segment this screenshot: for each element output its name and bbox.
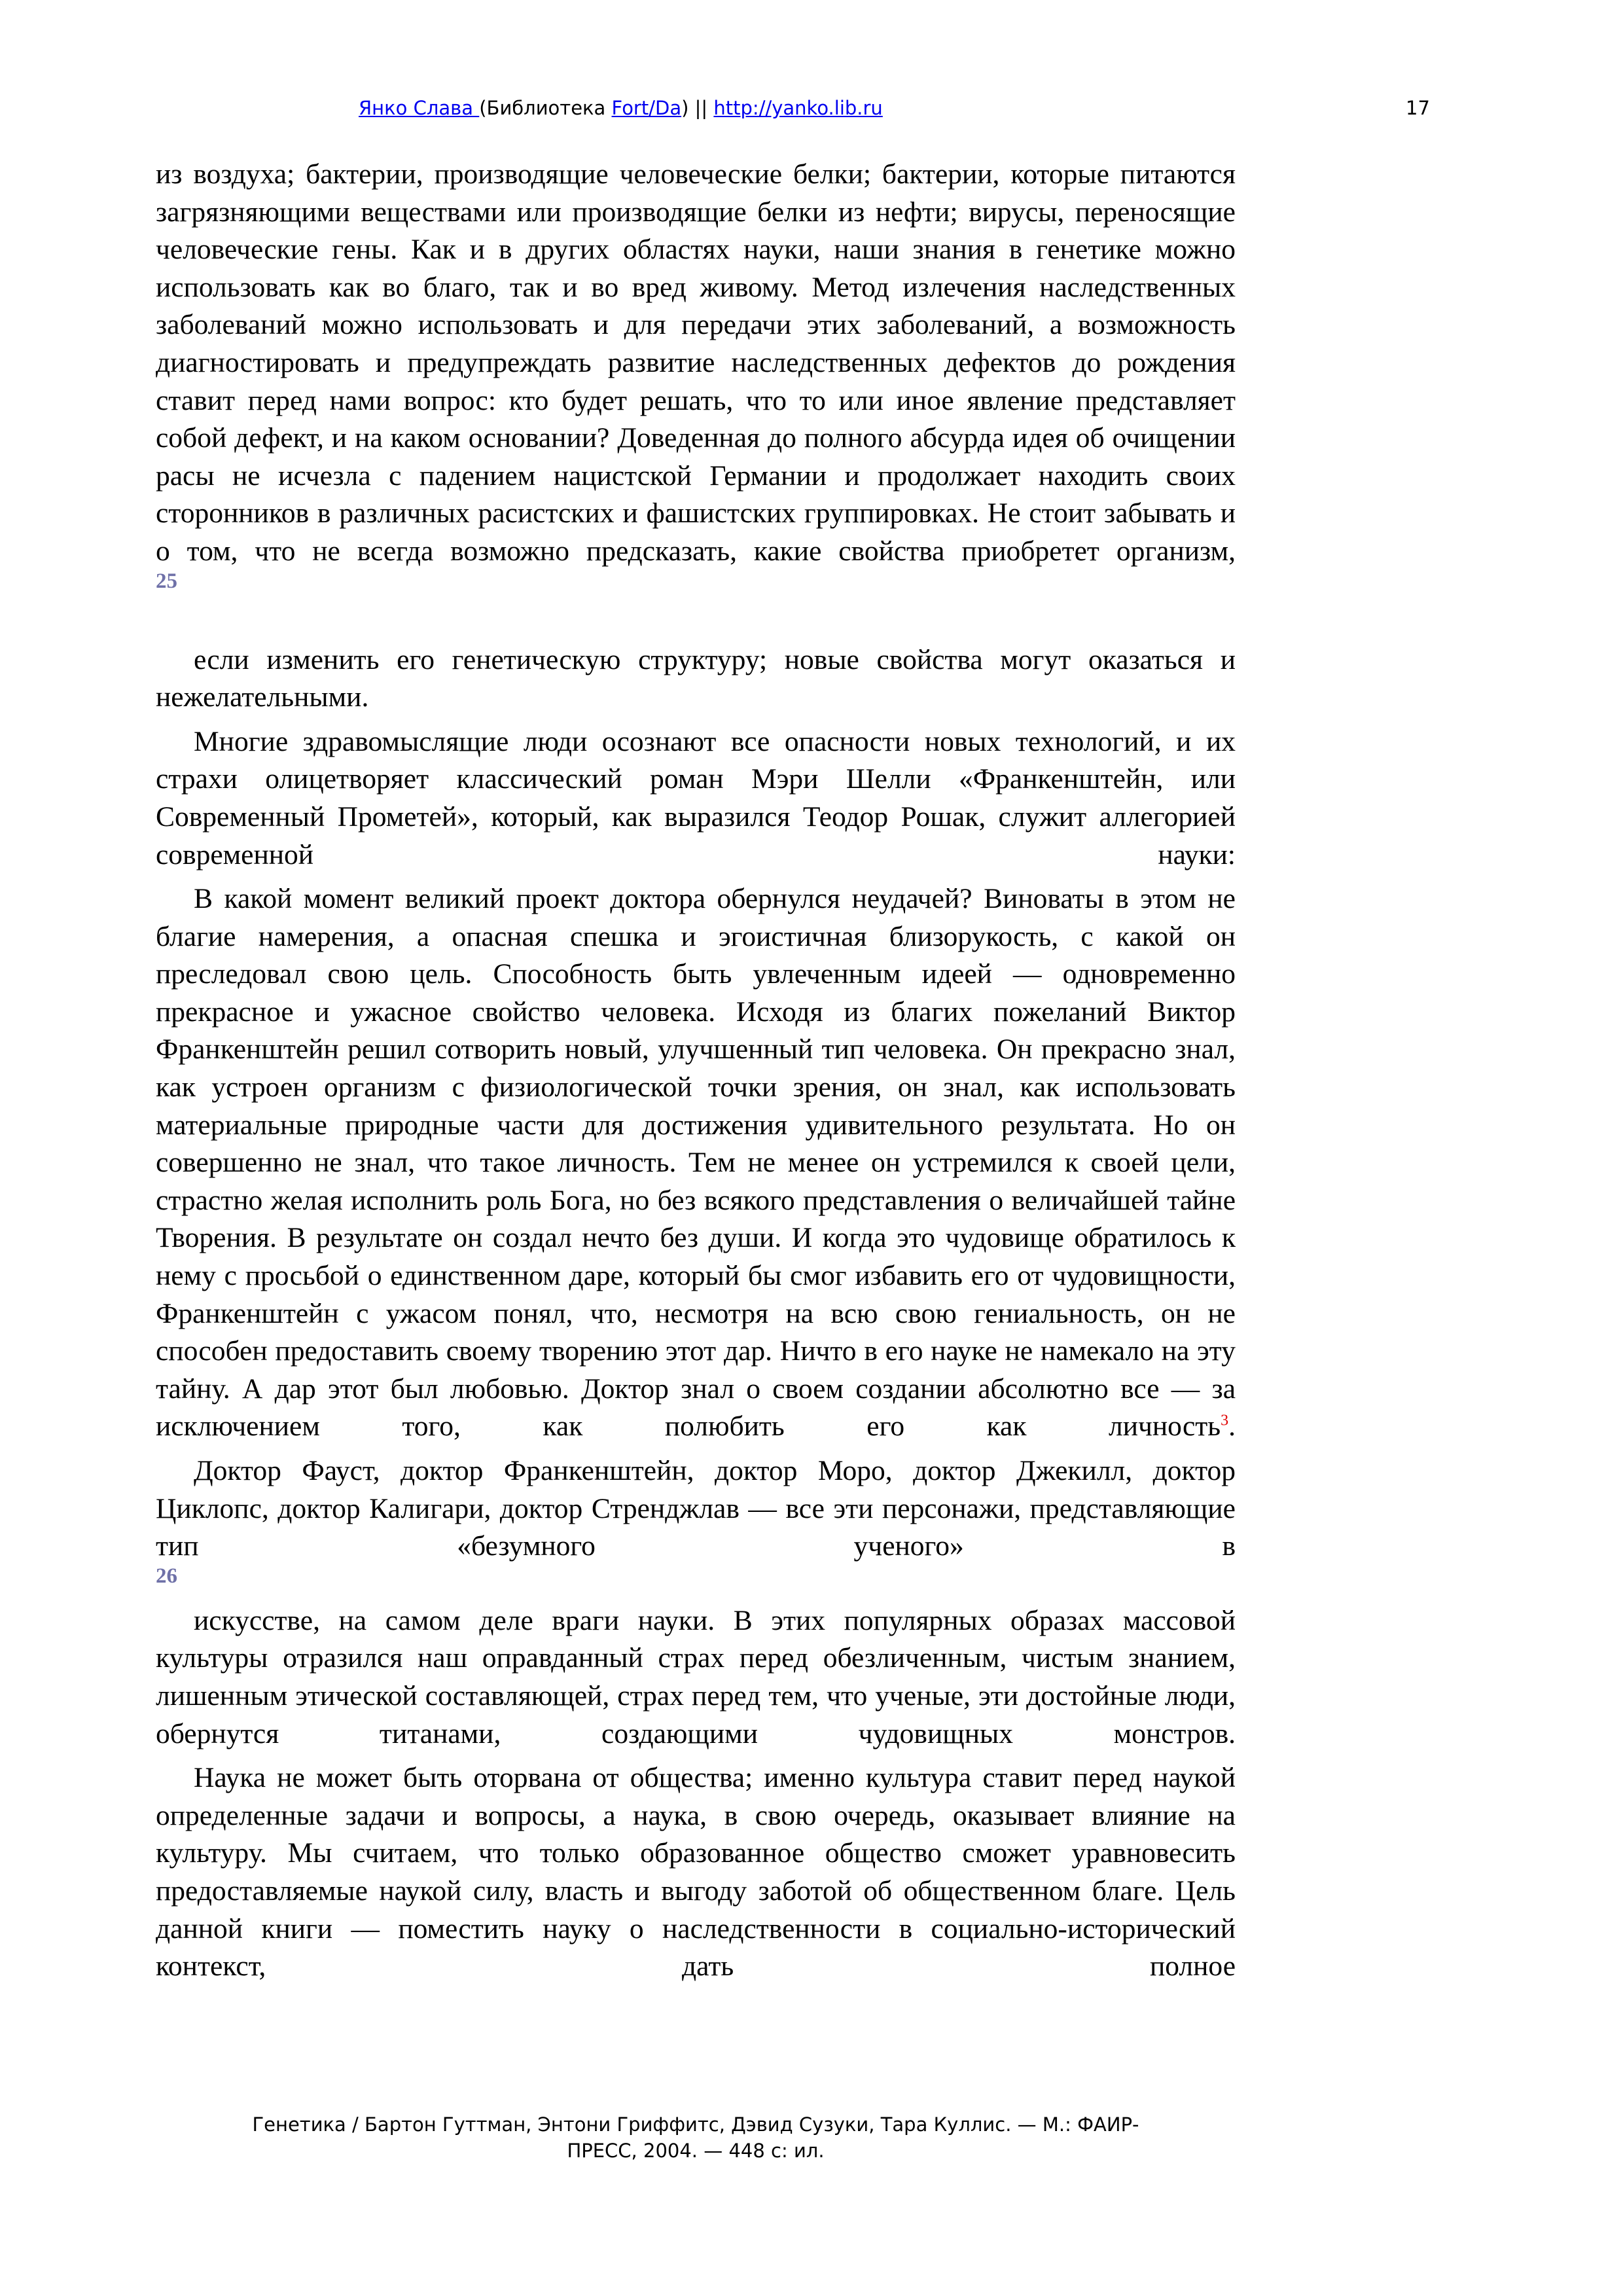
- paragraph-4-quote: [156, 880, 1236, 1446]
- library-prefix: (Библиотека: [479, 97, 612, 119]
- document-body: [156, 156, 1236, 1986]
- paragraph-3: Многие здравомыслящие люди осознают все опасности новых технологий, и их страхи олицетворяет классический роман Мэри Шелли «Франкенштейн, или Современный Прометей», который, как выразился Теодор Рошак, служит аллегорией современной науки:: [156, 725, 1236, 870]
- paragraph-5: Доктор Фауст, доктор Франкенштейн, доктор Моро, доктор Джекилл, доктор Циклопс, доктор Калигари, доктор Стренджлав — все эти персонажи, представляющие тип «безумного ученого» в: [156, 1455, 1236, 1562]
- library-link[interactable]: Fort/Da: [611, 97, 682, 119]
- page-header: [0, 97, 1623, 130]
- header-line: [359, 97, 883, 119]
- paragraph-7: Наука не может быть оторвана от общества; именно культура ставит перед наукой определенные задачи и вопросы, а наука, в свою очередь, оказывает влияние на культуру. Мы считаем, что только образованное общество сможет уравновесить предоставляемые наукой силу, власть и выгоду заботой об общественном благе. Цель данной книги — поместить науку о наследственности в социально-исторический контекст, дать полное: [156, 1762, 1236, 1982]
- author-link[interactable]: Янко Слава: [359, 97, 480, 119]
- paragraph-1: из воздуха; бактерии, производящие человеческие белки; бактерии, которые питаются загрязняющими веществами или производящие белки из нефти; вирусы, переносящие человеческие гены. Как и в других областях науки, наши знания в генетике можно использовать как во благо, так и во вред живому. Метод излечения наследственных заболеваний можно использовать и для передачи этих заболеваний, а возможность диагностировать и предупреждать развитие наследственных дефектов до рождения ставит перед нами вопрос: кто будет решать, что то или иное явление представляет собой дефект, и на каком основании? Доведенная до полного абсурда идея об очищении расы не исчезла с падением нацистской Германии и продолжает находить своих сторонников в различных расистских и фашистских группировках. Не стоит забывать и о том, что не всегда возможно предсказать, какие свойства приобретет организм,: [156, 158, 1236, 567]
- footnote-ref-3[interactable]: 3: [1221, 1412, 1229, 1429]
- paragraph-2: если изменить его генетическую структуру; новые свойства могут оказаться и нежелательными.: [156, 643, 1236, 713]
- page-marker-25: 25: [156, 569, 177, 593]
- page-marker-26: 26: [156, 1564, 177, 1588]
- quote-end: .: [1228, 1410, 1236, 1443]
- footer-line-2: ПРЕСС, 2004. — 448 с: ил.: [567, 2140, 825, 2162]
- paragraph-6: искусстве, на самом деле враги науки. В этих популярных образах массовой культуры отразился наш оправданный страх перед обезличенным, чистым знанием, лишенным этической составляющей, страх перед тем, что ученые, эти достойные люди, обернутся титанами, создающими чудовищных монстров.: [156, 1604, 1236, 1749]
- site-link[interactable]: http://yanko.lib.ru: [713, 97, 883, 119]
- quote-text: В какой момент великий проект доктора обернулся неудачей? Виноваты в этом не благие намерения, а опасная спешка и эгоистичная близорукость, с какой он преследовал свою цель. Способность быть увлеченным идеей — одновременно прекрасное и ужасное свойство человека. Исходя из благих пожеланий Виктор Франкенштейн решил сотворить новый, улучшенный тип человека. Он прекрасно знал, как устроен организм с физиологической точки зрения, он знал, как использовать материальные природные части для достижения удивительного результата. Но он совершенно не знал, что такое личность. Тем не менее он устремился к своей цели, страстно желая исполнить роль Бога, но без всякого представления о величайшей тайне Творения. В результате он создал нечто без души. И когда это чудовище обратилось к нему с просьбой о единственном даре, который бы смог избавить его от чудовищности, Франкенштейн с ужасом понял, что, несмотря на всю свою гениальность, он не способен предоставить своему творению этот дар. Ничто в его науке не намекало на эту тайну. А дар этот был любовью. Доктор знал о своем создании абсолютно все — за исключением того, как полюбить его как личность: [156, 883, 1236, 1443]
- footer-line-1: Генетика / Бартон Гуттман, Энтони Гриффитс, Дэвид Сузуки, Тара Куллис. — М.: ФАИР-: [252, 2113, 1139, 2136]
- header-separator: ) ||: [681, 97, 714, 119]
- page-number: 17: [1406, 97, 1430, 119]
- page-footer: [156, 2111, 1236, 2164]
